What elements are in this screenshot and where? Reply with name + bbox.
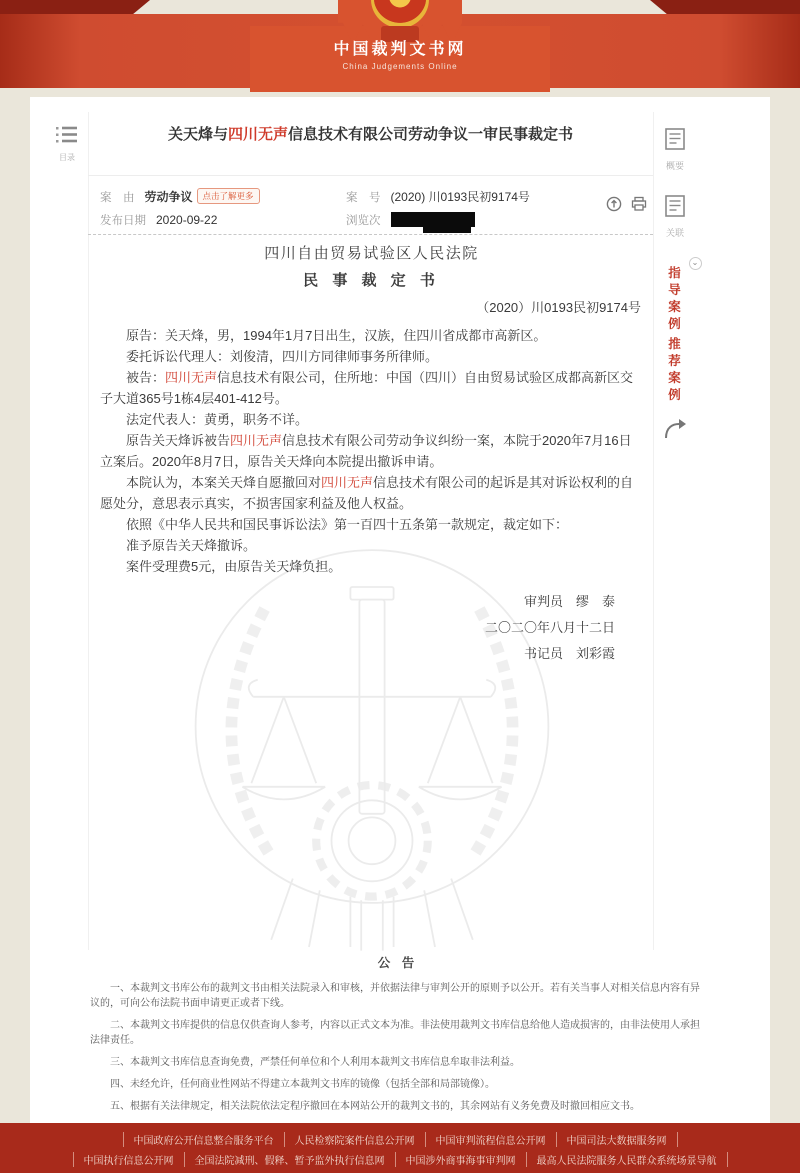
recommended-cases-link[interactable] [662, 336, 688, 404]
footer-link[interactable]: 中国审判流程信息公开网 [425, 1132, 556, 1147]
case-cause-row [100, 188, 260, 205]
guiding-cases-link[interactable] [662, 258, 700, 333]
text-part: 本院认为，本案关天烽自愿撤回对 [126, 475, 322, 490]
footer-links-row-1 [0, 1123, 800, 1147]
footer-link[interactable]: 最高人民法院服务人民群众系统场景导航 [526, 1152, 728, 1167]
redacted-view-count [391, 212, 475, 227]
site-header [0, 0, 800, 96]
paragraph-legal-basis: 依照《中华人民共和国民事诉讼法》第一百四十五条第一款规定，裁定如下： [126, 517, 569, 532]
paragraph-defendant [100, 367, 643, 409]
meta-actions [606, 196, 647, 212]
document-panel [30, 97, 770, 1123]
cause-label: 案 由 [100, 192, 135, 204]
cause-value: 劳动争议 [144, 190, 193, 204]
meta-section [88, 175, 653, 235]
case-number-row [346, 188, 530, 205]
text-highlight: 四川无声 [321, 475, 374, 490]
related-label: 关联 [665, 228, 684, 238]
paragraph-court-opinion [100, 472, 643, 514]
announcement-item: 一、本裁判文书库公布的裁判文书由相关法院录入和审核，并依据法律与审判公开的原则予以公开。若有关当事人对相关信息内容有异议的，可向公布法院书面申请更正或者下线。 [90, 983, 700, 1009]
case-number-label: 案 号 [346, 192, 381, 204]
print-icon[interactable] [631, 196, 647, 212]
publish-date-label: 发布日期 [100, 215, 146, 227]
document-type: 民 事 裁 定 书 [303, 272, 440, 289]
signature-date: 二〇二〇年八月十二日 [484, 620, 615, 635]
title-part: 关天烽与 [167, 126, 228, 143]
paragraph-fee: 案件受理费5元，由原告关天烽负担。 [126, 559, 342, 574]
announcement-item: 四、未经允许，任何商业性网站不得建立本裁判文书库的镜像（包括全部和局部镜像）。 [110, 1079, 495, 1090]
share-button[interactable] [662, 418, 688, 445]
view-count-label: 浏览次 [346, 215, 381, 227]
signature-clerk: 书记员 刘彩霞 [523, 646, 615, 661]
toc-list-icon [55, 125, 79, 145]
toc-button[interactable] [50, 125, 84, 163]
learn-more-badge[interactable]: 点击了解更多 [197, 188, 260, 204]
footer-link[interactable]: 人民检察院案件信息公开网 [284, 1132, 425, 1147]
share-arrow-icon [662, 418, 688, 440]
document-title [88, 123, 653, 144]
related-button[interactable] [664, 194, 686, 239]
paragraph-ruling: 准予原告关天烽撤诉。 [126, 538, 257, 553]
footer-link[interactable]: 中国政府公开信息整合服务平台 [123, 1132, 284, 1147]
guiding-cases-label: 指导案例 [668, 266, 682, 331]
signature-block [100, 589, 643, 667]
text-part: 信息技术有限公司劳动争议纠纷一案，本院于2020年7月16日立案后。2020年8月7日，原告关天烽向本院提出撤诉申请。 [100, 433, 632, 469]
view-count-row [346, 212, 475, 228]
document-icon [664, 127, 686, 151]
left-divider [88, 112, 89, 950]
title-part: 信息技术有限公司劳动争议一审民事裁定书 [288, 126, 574, 143]
court-name: 四川自由贸易试验区人民法院 [264, 245, 479, 262]
paragraph-case-history [100, 430, 643, 472]
right-rail [653, 127, 700, 445]
site-title: 中国裁判文书网 [333, 41, 467, 58]
summary-button[interactable] [664, 127, 686, 172]
text-highlight: 四川无声 [230, 433, 283, 448]
summary-label: 概要 [665, 161, 684, 171]
publish-date-row [100, 212, 217, 228]
chevron-circle-icon[interactable]: ⌄ [689, 257, 702, 270]
document-case-number: （2020）川0193民初9174号 [476, 300, 641, 315]
paragraph-legal-rep: 法定代表人：黄勇，职务不详。 [126, 412, 309, 427]
signature-judge: 审判员 缪 泰 [523, 594, 615, 609]
judgment-document [100, 242, 643, 667]
announcement-title: 公 告 [377, 956, 419, 970]
site-subtitle: China Judgements Online [342, 62, 458, 71]
announcement-item: 五、根据有关法律规定，相关法院依法定程序撤回在本网站公开的裁判文书的，其余网站有义务免费及时撤回相应文书。 [110, 1101, 640, 1112]
publish-date-value: 2020-09-22 [156, 213, 218, 227]
case-number-value: (2020) 川0193民初9174号 [390, 190, 530, 204]
footer-link[interactable]: 中国执行信息公开网 [73, 1152, 184, 1167]
text-part: 被告： [126, 370, 166, 385]
text-part: 原告关天烽诉被告 [126, 433, 231, 448]
toc-label: 目录 [59, 153, 75, 162]
footer-links-row-2 [0, 1147, 800, 1167]
text-part: 信息技术有限公司的起诉是其对诉讼权利的自愿处分，意思表示真实，不损害国家利益及他人权益。 [100, 475, 634, 511]
announcement-item: 三、本裁判文书库信息查询免费，严禁任何单位和个人利用本裁判文书库信息牟取非法利益。 [110, 1057, 520, 1068]
paragraph-plaintiff: 原告：关天烽，男，1994年1月7日出生，汉族，住四川省成都市高新区。 [126, 328, 547, 343]
title-highlight: 四川无声 [227, 126, 288, 143]
recommended-cases-label: 推荐案例 [668, 337, 682, 402]
text-part: 信息技术有限公司，住所地：中国（四川）自由贸易试验区成都高新区交子大道365号1栋4层401-412号。 [100, 370, 634, 406]
announcement-section [90, 953, 706, 1121]
paragraph-agent: 委托诉讼代理人：刘俊清，四川方同律师事务所律师。 [126, 349, 439, 364]
footer-link[interactable]: 全国法院减刑、假释、暂予监外执行信息网 [184, 1152, 395, 1167]
site-footer [0, 1123, 800, 1173]
footer-link[interactable]: 中国涉外商事海事审判网 [395, 1152, 526, 1167]
text-highlight: 四川无声 [165, 370, 218, 385]
document-icon [664, 194, 686, 218]
download-icon[interactable] [606, 196, 622, 212]
footer-link[interactable]: 中国司法大数据服务网 [556, 1132, 678, 1147]
announcement-item: 二、本裁判文书库提供的信息仅供查询人参考，内容以正式文本为准。非法使用裁判文书库信息给他人造成损害的，由非法使用人承担法律责任。 [90, 1020, 700, 1046]
